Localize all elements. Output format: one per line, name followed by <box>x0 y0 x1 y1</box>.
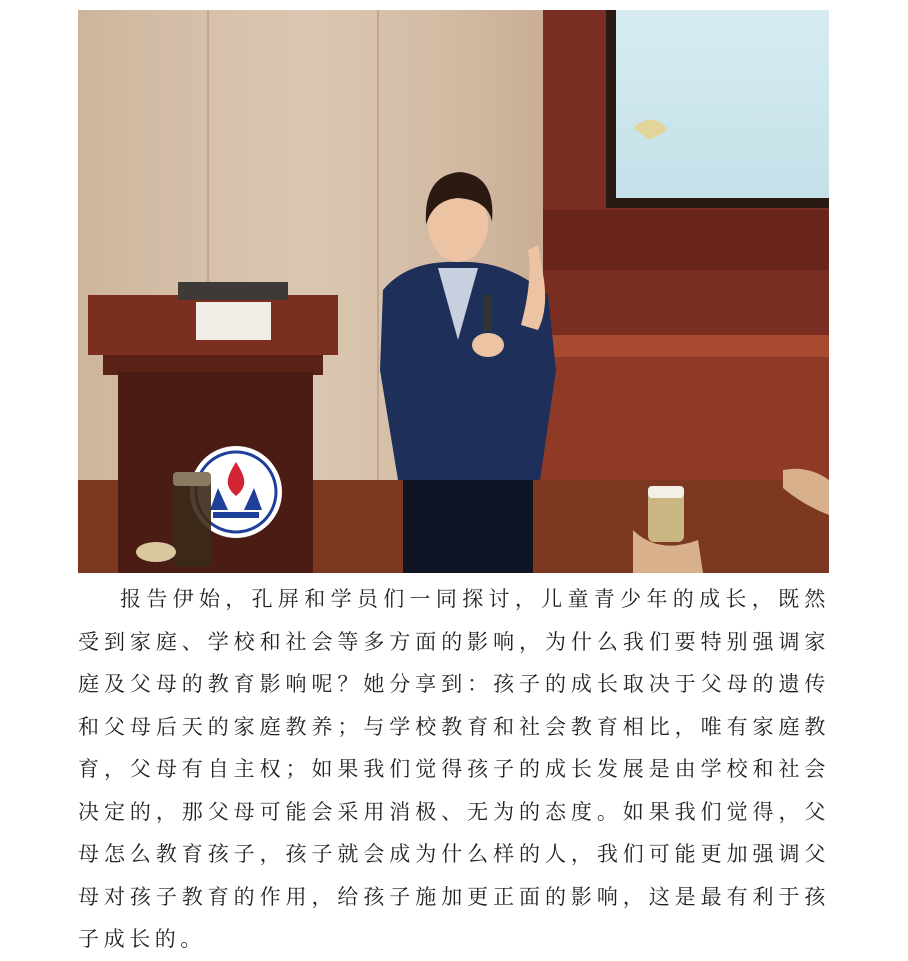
tea-jar <box>173 472 211 567</box>
article <box>78 578 830 961</box>
lecture-photo <box>78 10 829 573</box>
name-card <box>196 302 271 340</box>
cup <box>136 542 176 562</box>
lecture-photo-drawing <box>78 10 829 573</box>
monitor <box>178 282 288 300</box>
projection-screen <box>616 10 829 198</box>
article-paragraph: 报告伊始，孔屏和学员们一同探讨，儿童青少年的成长，既然受到家庭、学校和社会等多方面的影响，为什么我们要特别强调家庭及父母的教育影响呢？她分享到：孩子的成长取决于父母的遗传和父母后天的家庭教养；与学校教育和社会教育相比，唯有家庭教育，父母有自主权；如果我们觉得孩子的成长发展是由学校和社会决定的，那父母可能会采用消极、无为的态度。如果我们觉得，父母怎么教育孩子，孩子就会成为什么样的人，我们可能更加强调父母对孩子教育的作用，给孩子施加更正面的影响，这是最有利于孩子成长的。 <box>78 587 830 951</box>
